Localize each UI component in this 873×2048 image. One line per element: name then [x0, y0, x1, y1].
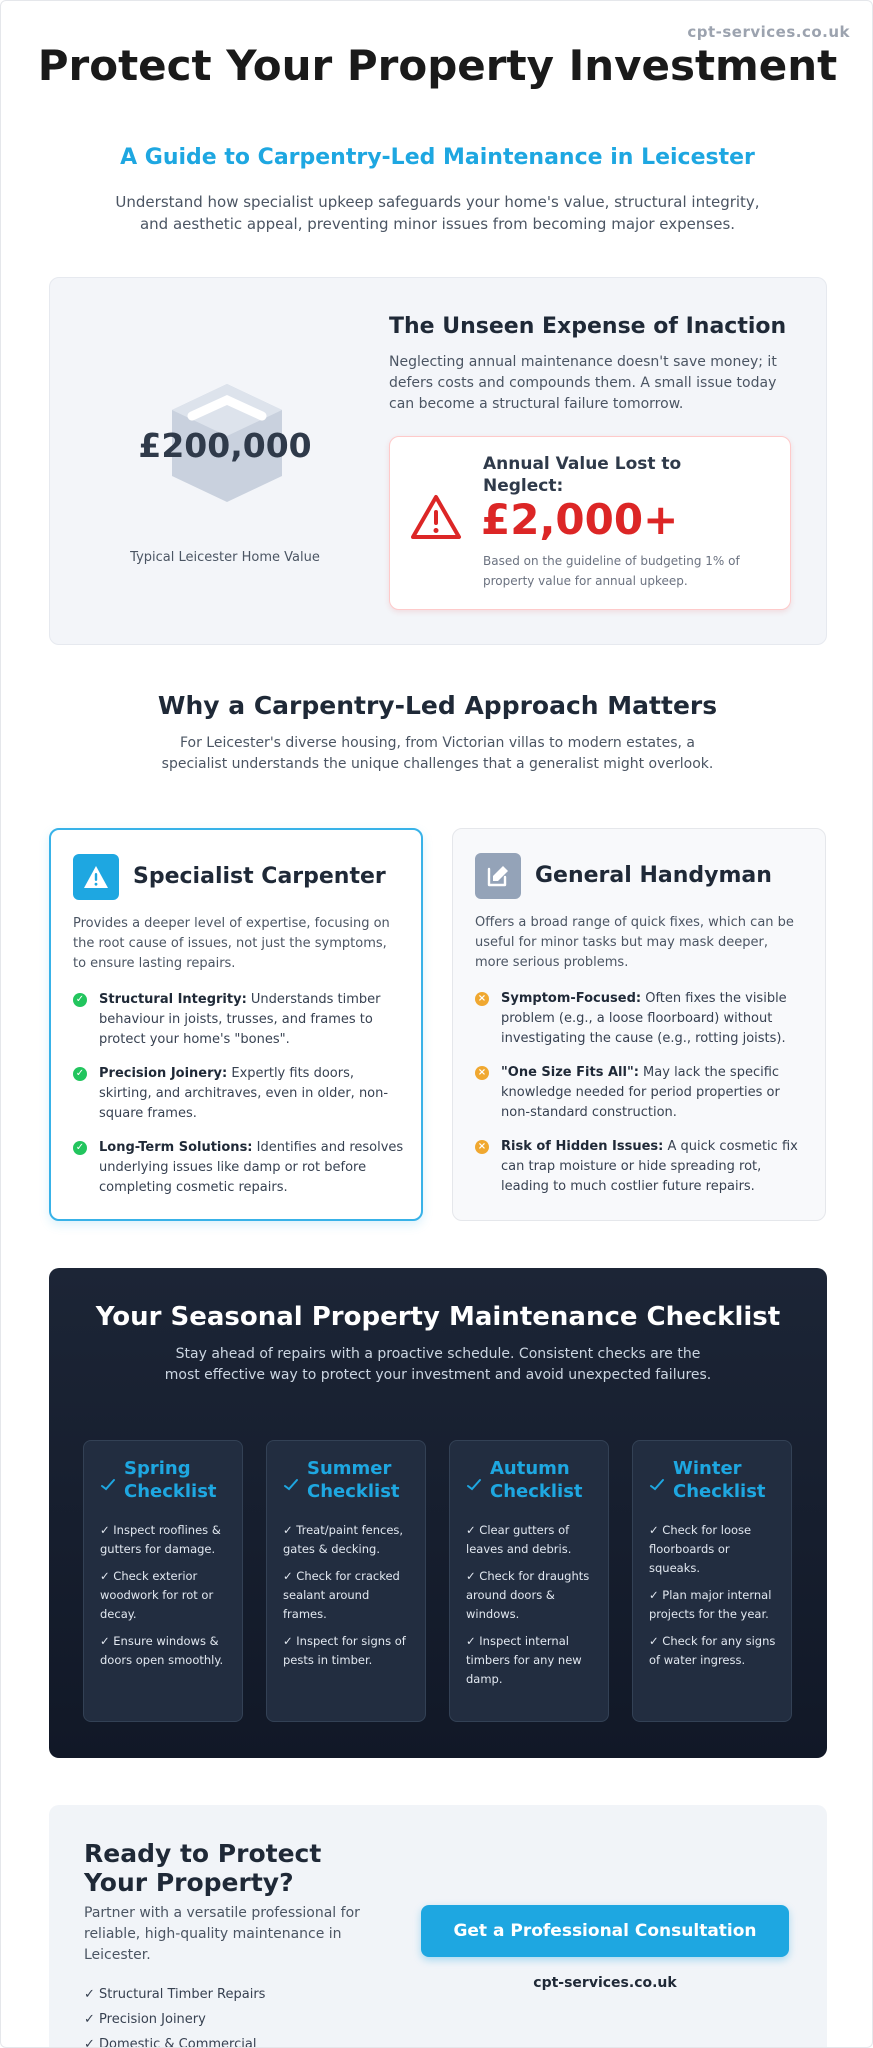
annual-loss-value: £2,000+	[481, 495, 679, 544]
warning-triangle-icon	[410, 493, 462, 541]
home-value-label: Typical Leicester Home Value	[130, 550, 320, 565]
seasonal-title: Your Seasonal Property Maintenance Checklist	[95, 1302, 781, 1332]
list-item: ✓ Long-Term Solutions: Identifies and resolves underlying issues like damp or rot before completing cosmetic repairs.	[73, 1138, 408, 1198]
list-item: ✓ Domestic & Commercial	[84, 2037, 257, 2048]
check-circle-icon: ✓	[73, 1067, 87, 1081]
calendar-check-icon	[283, 1477, 299, 1491]
spring-list	[100, 1521, 232, 1678]
autumn-title: Autumn Checklist	[490, 1458, 583, 1502]
list-item: ✓ Check for draughts around doors & windows.	[466, 1569, 590, 1621]
list-item: ✓ Check for cracked sealant around frames.	[283, 1569, 400, 1621]
cta-site-url[interactable]: cpt-services.co.uk	[533, 1975, 677, 1991]
cta-section	[49, 1805, 827, 2048]
summer-title: Summer Checklist	[307, 1458, 400, 1502]
site-url[interactable]: cpt-services.co.uk	[687, 23, 850, 41]
list-item: × "One Size Fits All": May lack the specific knowledge needed for period properties or non-standard construction.	[475, 1063, 810, 1123]
list-item: ✓ Precision Joinery: Expertly fits doors, skirting, and architraves, even in older, non-square frames.	[73, 1064, 408, 1124]
list-item: ✓ Ensure windows & doors open smoothly.	[100, 1634, 224, 1667]
inaction-card	[49, 277, 827, 645]
handyman-description: Offers a broad range of quick fixes, which can be useful for minor tasks but may mask deeper, more serious problems.	[475, 915, 794, 970]
handyman-list	[475, 989, 810, 1211]
annual-loss-note: Based on the guideline of budgeting 1% of property value for annual upkeep.	[483, 554, 740, 588]
page-title: Protect Your Property Investment	[37, 41, 838, 90]
list-item: × Risk of Hidden Issues: A quick cosmetic fix can trap moisture or hide spreading rot, leading to much costlier future repairs.	[475, 1137, 810, 1197]
list-item: ✓ Check for loose floorboards or squeaks.	[649, 1523, 752, 1575]
general-handyman-card	[452, 828, 826, 1221]
x-circle-icon: ×	[475, 992, 489, 1006]
why-description: For Leicester's diverse housing, from Victorian villas to modern estates, a specialist understands the unique challenges that a generalist might overlook.	[161, 735, 714, 772]
autumn-list	[466, 1521, 598, 1697]
calendar-check-icon	[100, 1477, 116, 1491]
check-circle-icon: ✓	[73, 1141, 87, 1155]
winter-checklist-card	[632, 1440, 792, 1722]
annual-loss-title: Annual Value Lost to Neglect:	[483, 454, 682, 496]
list-item: ✓ Check exterior woodwork for rot or decay.	[100, 1569, 214, 1621]
cta-title: Ready to Protect Your Property?	[84, 1839, 322, 1897]
list-item: ✓ Plan major internal projects for the year.	[649, 1588, 772, 1621]
page-subtitle: A Guide to Carpentry-Led Maintenance in Leicester	[120, 145, 755, 170]
home-value: £200,000	[138, 426, 312, 465]
check-circle-icon: ✓	[73, 993, 87, 1007]
calendar-check-icon	[649, 1477, 665, 1491]
annual-loss-card	[389, 436, 791, 610]
specialist-carpenter-card	[49, 828, 423, 1221]
page-description: Understand how specialist upkeep safeguards your home's value, structural integrity, and aesthetic appeal, preventing minor issues from becoming major expenses.	[115, 193, 760, 233]
specialist-description: Provides a deeper level of expertise, focusing on the root cause of issues, not just the symptoms, to ensure lasting repairs.	[73, 916, 390, 971]
specialist-title: Specialist Carpenter	[133, 864, 386, 889]
list-item: ✓ Inspect rooflines & gutters for damage.	[100, 1523, 221, 1556]
seasonal-checklist-section	[49, 1268, 827, 1758]
x-circle-icon: ×	[475, 1066, 489, 1080]
list-item: ✓ Inspect for signs of pests in timber.	[283, 1634, 406, 1667]
winter-list	[649, 1521, 781, 1678]
why-title: Why a Carpentry-Led Approach Matters	[157, 691, 718, 720]
list-item: ✓ Structural Timber Repairs	[84, 1987, 266, 2002]
consultation-button[interactable]: Get a Professional Consultation	[421, 1905, 789, 1957]
summer-list	[283, 1521, 415, 1678]
list-item: ✓ Treat/paint fences, gates & decking.	[283, 1523, 404, 1556]
list-item: ✓ Clear gutters of leaves and debris.	[466, 1523, 572, 1556]
list-item: ✓ Inspect internal timbers for any new damp.	[466, 1634, 582, 1686]
spring-title: Spring Checklist	[124, 1458, 217, 1502]
x-circle-icon: ×	[475, 1140, 489, 1154]
cta-description: Partner with a versatile professional for reliable, high-quality maintenance in Leicester.	[84, 1905, 360, 1963]
calendar-check-icon	[466, 1477, 482, 1491]
warning-sign-icon	[73, 854, 119, 900]
spring-checklist-card	[83, 1440, 243, 1722]
list-item: ✓ Check for any signs of water ingress.	[649, 1634, 776, 1667]
specialist-list	[73, 990, 408, 1212]
winter-title: Winter Checklist	[673, 1458, 766, 1502]
seasonal-description: Stay ahead of repairs with a proactive schedule. Consistent checks are the most effective way to protect your investment and avoid unexpected failures.	[164, 1346, 712, 1383]
autumn-checklist-card	[449, 1440, 609, 1722]
list-item: ✓ Structural Integrity: Understands timber behaviour in joists, trusses, and frames to protect your home's "bones".	[73, 990, 408, 1050]
handyman-title: General Handyman	[535, 863, 772, 888]
summer-checklist-card	[266, 1440, 426, 1722]
list-item: ✓ Precision Joinery	[84, 2012, 206, 2027]
inaction-description: Neglecting annual maintenance doesn't save money; it defers costs and compounds them. A small issue today can become a structural failure tomorrow.	[389, 354, 777, 412]
list-item: × Symptom-Focused: Often fixes the visible problem (e.g., a loose floorboard) without investigating the cause (e.g., rotting joists).	[475, 989, 810, 1049]
services-list	[84, 1985, 384, 2048]
edit-pencil-icon	[475, 853, 521, 899]
inaction-title: The Unseen Expense of Inaction	[389, 314, 787, 339]
